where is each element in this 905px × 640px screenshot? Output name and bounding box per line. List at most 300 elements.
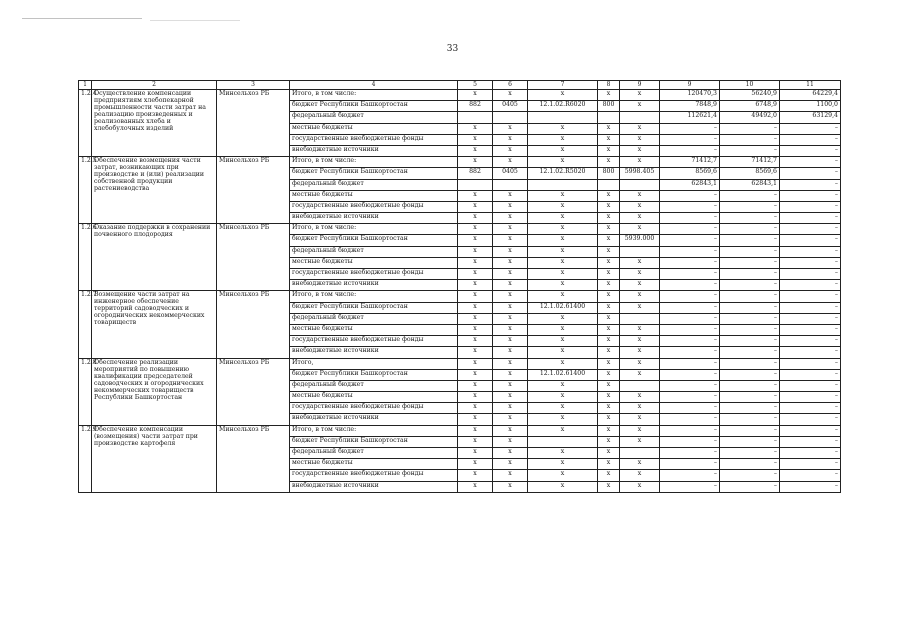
amount-cell: – xyxy=(780,302,841,313)
funding-source: внебюджетные источники xyxy=(290,414,458,425)
item-code: 1.2.6 xyxy=(79,224,92,291)
funding-source: государственные внебюджетные фонды xyxy=(290,269,458,280)
funding-source: бюджет Республики Башкортостан xyxy=(290,436,458,447)
amount-cell: – xyxy=(780,380,841,391)
budget-code-cell: x xyxy=(598,257,620,268)
budget-code-cell: x xyxy=(458,313,493,324)
budget-code-cell: x xyxy=(493,134,528,145)
amount-cell: – xyxy=(780,313,841,324)
funding-source: местные бюджеты xyxy=(290,257,458,268)
amount-cell: – xyxy=(780,470,841,481)
amount-cell: 7848,9 xyxy=(660,101,720,112)
amount-cell: – xyxy=(660,257,720,268)
amount-cell: – xyxy=(660,448,720,459)
amount-cell: – xyxy=(660,425,720,436)
funding-source: внебюджетные источники xyxy=(290,280,458,291)
budget-code-cell: x xyxy=(528,257,598,268)
amount-cell: – xyxy=(780,145,841,156)
column-header: 5 xyxy=(458,81,493,90)
amount-cell: – xyxy=(660,414,720,425)
funding-source: бюджет Республики Башкортостан xyxy=(290,302,458,313)
amount-cell: – xyxy=(780,414,841,425)
amount-cell: – xyxy=(660,235,720,246)
funding-source: Итого, в том числе: xyxy=(290,224,458,235)
budget-code-cell: x xyxy=(493,425,528,436)
amount-cell: – xyxy=(660,280,720,291)
budget-code-cell: x xyxy=(458,481,493,492)
budget-code-cell: x xyxy=(493,224,528,235)
budget-code-cell xyxy=(458,112,493,123)
budget-table xyxy=(78,80,841,493)
item-name: Возмещение части затрат на инженерное обеспечение территорий садоводческих и огороднических некоммерческих товариществ xyxy=(92,291,217,358)
budget-code-cell: x xyxy=(493,470,528,481)
table-row xyxy=(79,358,841,369)
amount-cell: – xyxy=(660,123,720,134)
budget-code-cell: x xyxy=(458,280,493,291)
budget-code-cell: x xyxy=(493,291,528,302)
budget-code-cell: x xyxy=(620,459,660,470)
budget-code-cell: x xyxy=(598,392,620,403)
scan-artifact-line xyxy=(22,18,142,19)
column-header: 9 xyxy=(660,81,720,90)
budget-code-cell: x xyxy=(620,358,660,369)
budget-code-cell: 5998.405 xyxy=(620,168,660,179)
budget-code-cell: x xyxy=(620,436,660,447)
item-code: 1.2.5 xyxy=(79,157,92,224)
item-code: 1.2.7 xyxy=(79,291,92,358)
budget-code-cell xyxy=(620,380,660,391)
funding-source: местные бюджеты xyxy=(290,190,458,201)
amount-cell: – xyxy=(660,470,720,481)
amount-cell: – xyxy=(720,190,780,201)
budget-code-cell: x xyxy=(493,313,528,324)
item-name: Обеспечение возмещения части затрат, возникающих при производстве и (или) реализации собственной продукции растениеводства xyxy=(92,157,217,224)
amount-cell: 56240,9 xyxy=(720,90,780,101)
amount-cell: – xyxy=(720,134,780,145)
amount-cell: – xyxy=(720,291,780,302)
amount-cell: – xyxy=(780,257,841,268)
column-header: 6 xyxy=(493,81,528,90)
amount-cell: 49492,0 xyxy=(720,112,780,123)
budget-code-cell: x xyxy=(458,213,493,224)
budget-code-cell: 12.1.02.R6020 xyxy=(528,101,598,112)
funding-source: Итого, в том числе: xyxy=(290,425,458,436)
amount-cell: – xyxy=(660,324,720,335)
budget-code-cell: x xyxy=(493,324,528,335)
budget-code-cell: x xyxy=(458,324,493,335)
amount-cell: – xyxy=(780,190,841,201)
amount-cell: – xyxy=(660,190,720,201)
budget-code-cell: 12.1.02.61400 xyxy=(528,369,598,380)
amount-cell: – xyxy=(720,280,780,291)
item-agency: Минсельхоз РБ xyxy=(217,157,290,224)
budget-code-cell: x xyxy=(620,145,660,156)
budget-code-cell: x xyxy=(458,459,493,470)
amount-cell: – xyxy=(720,336,780,347)
budget-code-cell: x xyxy=(493,369,528,380)
budget-code-cell: x xyxy=(493,403,528,414)
budget-code-cell: x xyxy=(493,392,528,403)
budget-code-cell: x xyxy=(528,291,598,302)
budget-code-cell: x xyxy=(458,336,493,347)
amount-cell: – xyxy=(720,201,780,212)
budget-code-cell: 12.1.02.61400 xyxy=(528,302,598,313)
budget-code-cell xyxy=(620,246,660,257)
amount-cell: – xyxy=(780,168,841,179)
amount-cell: – xyxy=(720,145,780,156)
budget-code-cell: x xyxy=(598,235,620,246)
budget-code-cell: x xyxy=(528,358,598,369)
amount-cell: – xyxy=(660,313,720,324)
amount-cell: – xyxy=(780,179,841,190)
amount-cell: – xyxy=(780,246,841,257)
amount-cell: – xyxy=(720,392,780,403)
amount-cell: 8569,6 xyxy=(660,168,720,179)
funding-source: местные бюджеты xyxy=(290,392,458,403)
budget-code-cell: x xyxy=(528,425,598,436)
funding-source: внебюджетные источники xyxy=(290,213,458,224)
funding-source: федеральный бюджет xyxy=(290,380,458,391)
amount-cell: – xyxy=(780,347,841,358)
budget-code-cell: x xyxy=(458,157,493,168)
amount-cell: – xyxy=(660,269,720,280)
budget-code-cell: x xyxy=(598,145,620,156)
amount-cell: – xyxy=(780,436,841,447)
amount-cell: – xyxy=(780,324,841,335)
funding-source: местные бюджеты xyxy=(290,123,458,134)
amount-cell: 63129,4 xyxy=(780,112,841,123)
amount-cell: – xyxy=(780,224,841,235)
budget-code-cell: x xyxy=(493,448,528,459)
item-agency: Минсельхоз РБ xyxy=(217,291,290,358)
budget-code-cell: x xyxy=(458,470,493,481)
budget-code-cell: x xyxy=(598,213,620,224)
funding-source: внебюджетные источники xyxy=(290,347,458,358)
budget-code-cell: x xyxy=(528,448,598,459)
budget-code-cell xyxy=(620,313,660,324)
budget-code-cell: x xyxy=(458,369,493,380)
budget-code-cell: x xyxy=(528,235,598,246)
amount-cell: – xyxy=(780,157,841,168)
budget-code-cell: x xyxy=(620,269,660,280)
amount-cell: – xyxy=(720,425,780,436)
budget-code-cell: x xyxy=(493,235,528,246)
funding-source: бюджет Республики Башкортостан xyxy=(290,101,458,112)
budget-code-cell: x xyxy=(458,90,493,101)
budget-code-cell: x xyxy=(493,269,528,280)
budget-code-cell: 882 xyxy=(458,101,493,112)
budget-code-cell: x xyxy=(528,313,598,324)
column-header: 4 xyxy=(290,81,458,90)
budget-code-cell: x xyxy=(493,157,528,168)
scan-artifact-line xyxy=(150,20,240,21)
budget-code-cell: 5939.000 xyxy=(620,235,660,246)
funding-source: государственные внебюджетные фонды xyxy=(290,470,458,481)
item-name: Обеспечение компенсации (возмещения) части затрат при производстве картофеля xyxy=(92,425,217,492)
budget-code-cell: x xyxy=(493,246,528,257)
budget-code-cell xyxy=(598,112,620,123)
budget-code-cell: x xyxy=(528,90,598,101)
budget-code-cell: x xyxy=(620,324,660,335)
amount-cell: – xyxy=(720,414,780,425)
table-row xyxy=(79,157,841,168)
amount-cell: – xyxy=(660,347,720,358)
amount-cell: 64229,4 xyxy=(780,90,841,101)
budget-code-cell: x xyxy=(620,291,660,302)
amount-cell: – xyxy=(660,213,720,224)
budget-code-cell xyxy=(528,179,598,190)
funding-source: государственные внебюджетные фонды xyxy=(290,336,458,347)
budget-code-cell: x xyxy=(493,201,528,212)
item-agency: Минсельхоз РБ xyxy=(217,224,290,291)
budget-code-cell: x xyxy=(528,269,598,280)
funding-source: местные бюджеты xyxy=(290,324,458,335)
amount-cell: – xyxy=(720,224,780,235)
funding-source: Итого, xyxy=(290,358,458,369)
amount-cell: – xyxy=(660,436,720,447)
table-row xyxy=(79,425,841,436)
amount-cell: – xyxy=(780,291,841,302)
budget-code-cell xyxy=(620,179,660,190)
funding-source: федеральный бюджет xyxy=(290,112,458,123)
funding-source: бюджет Республики Башкортостан xyxy=(290,168,458,179)
table-row xyxy=(79,90,841,101)
table-row xyxy=(79,291,841,302)
amount-cell: – xyxy=(720,213,780,224)
budget-code-cell: x xyxy=(458,190,493,201)
amount-cell: – xyxy=(720,380,780,391)
column-header: 8 xyxy=(598,81,620,90)
budget-code-cell: x xyxy=(620,470,660,481)
amount-cell: – xyxy=(780,448,841,459)
budget-code-cell: x xyxy=(458,380,493,391)
amount-cell: – xyxy=(720,313,780,324)
item-agency: Минсельхоз РБ xyxy=(217,358,290,425)
column-header: 3 xyxy=(217,81,290,90)
budget-code-cell: x xyxy=(620,336,660,347)
budget-code-cell: x xyxy=(598,425,620,436)
column-header: 7 xyxy=(528,81,598,90)
column-header: 2 xyxy=(92,81,217,90)
amount-cell: – xyxy=(660,134,720,145)
budget-code-cell: x xyxy=(493,380,528,391)
amount-cell: – xyxy=(780,481,841,492)
budget-code-cell: x xyxy=(528,481,598,492)
amount-cell: – xyxy=(660,302,720,313)
funding-source: внебюджетные источники xyxy=(290,481,458,492)
budget-code-cell: x xyxy=(620,190,660,201)
budget-code-cell: x xyxy=(493,347,528,358)
budget-code-cell: x xyxy=(598,90,620,101)
budget-code-cell: x xyxy=(493,459,528,470)
budget-code-cell: x xyxy=(598,459,620,470)
item-agency: Минсельхоз РБ xyxy=(217,425,290,492)
budget-code-cell: x xyxy=(598,291,620,302)
budget-code-cell: x xyxy=(493,336,528,347)
amount-cell: 62843,1 xyxy=(660,179,720,190)
amount-cell: – xyxy=(780,201,841,212)
budget-code-cell: 800 xyxy=(598,168,620,179)
budget-code-cell: x xyxy=(458,414,493,425)
budget-code-cell: x xyxy=(493,481,528,492)
amount-cell: – xyxy=(720,246,780,257)
budget-code-cell: x xyxy=(493,123,528,134)
budget-code-cell: x xyxy=(598,201,620,212)
amount-cell: 8569,6 xyxy=(720,168,780,179)
budget-code-cell: x xyxy=(598,324,620,335)
budget-code-cell: x xyxy=(598,448,620,459)
budget-code-cell: x xyxy=(620,403,660,414)
budget-code-cell: 882 xyxy=(458,168,493,179)
budget-code-cell: x xyxy=(620,134,660,145)
budget-code-cell: x xyxy=(458,448,493,459)
funding-source: государственные внебюджетные фонды xyxy=(290,134,458,145)
budget-code-cell: x xyxy=(620,347,660,358)
budget-code-cell: x xyxy=(598,190,620,201)
budget-code-cell: x xyxy=(620,213,660,224)
item-code: 1.2.9 xyxy=(79,425,92,492)
budget-code-cell: x xyxy=(620,392,660,403)
budget-code-cell: x xyxy=(598,313,620,324)
amount-cell: – xyxy=(660,459,720,470)
amount-cell: – xyxy=(720,448,780,459)
budget-code-cell: x xyxy=(598,336,620,347)
amount-cell: – xyxy=(780,392,841,403)
budget-code-cell: x xyxy=(493,213,528,224)
budget-code-cell: x xyxy=(598,134,620,145)
budget-code-cell: x xyxy=(598,380,620,391)
amount-cell: – xyxy=(780,336,841,347)
budget-code-cell: x xyxy=(620,425,660,436)
budget-code-cell: 0405 xyxy=(493,101,528,112)
budget-code-cell: x xyxy=(528,201,598,212)
budget-code-cell: x xyxy=(598,280,620,291)
budget-code-cell: x xyxy=(493,257,528,268)
funding-source: федеральный бюджет xyxy=(290,246,458,257)
amount-cell: – xyxy=(720,369,780,380)
budget-code-cell: x xyxy=(458,291,493,302)
budget-code-cell xyxy=(493,112,528,123)
budget-code-cell: x xyxy=(598,481,620,492)
budget-code-cell: x xyxy=(528,459,598,470)
budget-code-cell: x xyxy=(528,123,598,134)
budget-code-cell: x xyxy=(458,358,493,369)
budget-code-cell: x xyxy=(458,302,493,313)
budget-code-cell xyxy=(620,112,660,123)
budget-code-cell: x xyxy=(528,414,598,425)
funding-source: бюджет Республики Башкортостан xyxy=(290,369,458,380)
amount-cell: – xyxy=(660,403,720,414)
amount-cell: – xyxy=(720,403,780,414)
amount-cell: – xyxy=(720,324,780,335)
amount-cell: – xyxy=(720,481,780,492)
amount-cell: – xyxy=(660,201,720,212)
amount-cell: – xyxy=(720,436,780,447)
amount-cell: 120470,3 xyxy=(660,90,720,101)
funding-source: государственные внебюджетные фонды xyxy=(290,201,458,212)
column-header: 9 xyxy=(620,81,660,90)
amount-cell: – xyxy=(780,369,841,380)
funding-source: внебюджетные источники xyxy=(290,145,458,156)
budget-code-cell: x xyxy=(528,392,598,403)
budget-code-cell: x xyxy=(598,403,620,414)
budget-code-cell: x xyxy=(528,145,598,156)
table-row xyxy=(79,224,841,235)
budget-code-cell: x xyxy=(620,302,660,313)
budget-code-cell: x xyxy=(493,145,528,156)
amount-cell: – xyxy=(720,302,780,313)
amount-cell: – xyxy=(660,481,720,492)
budget-code-cell: x xyxy=(493,302,528,313)
budget-code-cell: x xyxy=(458,224,493,235)
funding-source: федеральный бюджет xyxy=(290,313,458,324)
budget-code-cell: x xyxy=(528,380,598,391)
budget-code-cell: x xyxy=(620,101,660,112)
item-agency: Минсельхоз РБ xyxy=(217,90,290,157)
budget-code-cell: x xyxy=(458,269,493,280)
budget-code-cell: x xyxy=(458,235,493,246)
budget-code-cell: x xyxy=(458,425,493,436)
budget-code-cell: x xyxy=(493,190,528,201)
budget-code-cell: x xyxy=(528,336,598,347)
budget-code-cell: x xyxy=(458,145,493,156)
funding-source: местные бюджеты xyxy=(290,459,458,470)
amount-cell: – xyxy=(660,224,720,235)
amount-cell: – xyxy=(780,269,841,280)
budget-code-cell: x xyxy=(458,257,493,268)
budget-code-cell xyxy=(493,179,528,190)
budget-code-cell: x xyxy=(528,246,598,257)
budget-code-cell: x xyxy=(620,369,660,380)
budget-code-cell: x xyxy=(598,436,620,447)
amount-cell: 62843,1 xyxy=(720,179,780,190)
budget-code-cell: x xyxy=(528,190,598,201)
page-number: 33 xyxy=(446,44,459,54)
amount-cell: 71412,7 xyxy=(660,157,720,168)
budget-code-cell: x xyxy=(598,157,620,168)
budget-code-cell: x xyxy=(528,470,598,481)
amount-cell: – xyxy=(780,235,841,246)
budget-code-cell: x xyxy=(598,302,620,313)
budget-code-cell xyxy=(598,179,620,190)
amount-cell: – xyxy=(720,347,780,358)
funding-source: Итого, в том числе: xyxy=(290,157,458,168)
budget-code-cell: x xyxy=(598,246,620,257)
budget-code-cell: x xyxy=(458,347,493,358)
budget-code-cell: x xyxy=(528,280,598,291)
budget-code-cell: x xyxy=(528,324,598,335)
funding-source: Итого, в том числе: xyxy=(290,90,458,101)
item-name: Обеспечение реализации мероприятий по повышению квалификации председателей садоводческих и огороднических некоммерческих товариществ Республики Башкортостан xyxy=(92,358,217,425)
amount-cell: – xyxy=(720,257,780,268)
amount-cell: – xyxy=(660,392,720,403)
budget-code-cell: x xyxy=(598,414,620,425)
column-header: 10 xyxy=(720,81,780,90)
amount-cell: – xyxy=(780,358,841,369)
item-code: 1.2.8 xyxy=(79,358,92,425)
budget-code-cell: x xyxy=(598,123,620,134)
budget-code-cell: x xyxy=(528,134,598,145)
budget-code-cell: x xyxy=(620,280,660,291)
amount-cell: 71412,7 xyxy=(720,157,780,168)
amount-cell: – xyxy=(720,459,780,470)
amount-cell: 6748,9 xyxy=(720,101,780,112)
budget-code-cell xyxy=(458,179,493,190)
budget-code-cell: x xyxy=(458,436,493,447)
column-header: 1 xyxy=(79,81,92,90)
funding-source: государственные внебюджетные фонды xyxy=(290,403,458,414)
budget-code-cell: x xyxy=(528,224,598,235)
